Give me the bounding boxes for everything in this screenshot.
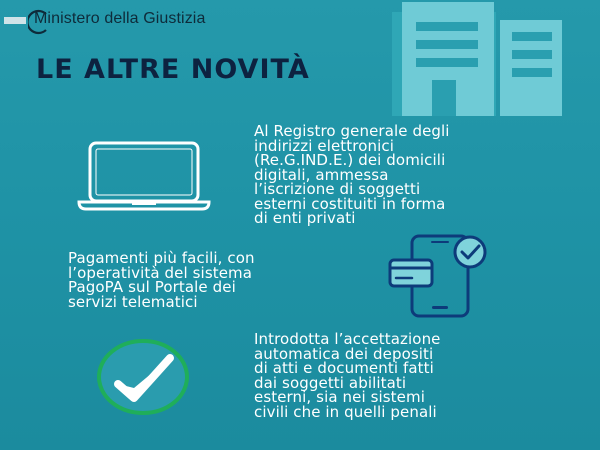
text-line: indirizzi elettronici: [254, 136, 394, 155]
text-line: esterni, sia nei sistemi: [254, 388, 425, 406]
text-line: servizi telematici: [68, 292, 198, 311]
section-pagamenti-text: [68, 251, 348, 309]
text-line: Al Registro generale degli: [254, 122, 450, 140]
text-line: digitali, ammessa: [254, 165, 389, 184]
logo-text: Ministero della Giustizia: [34, 10, 206, 27]
text-line: l’iscrizione di soggetti: [254, 180, 421, 198]
ministry-logo: [0, 0, 240, 44]
text-line: di atti e documenti fatti: [254, 359, 434, 377]
text-line: (Re.G.IND.E.) dei domicili: [254, 151, 446, 169]
text-line: Introdotta l’accettazione: [254, 330, 441, 348]
text-line: civili che in quelli penali: [254, 402, 437, 421]
section-registro-text: [254, 124, 554, 226]
building-icon: [392, 2, 562, 116]
logo-bar: [4, 17, 26, 24]
text-line: dai soggetti abilitati: [254, 373, 407, 392]
text-line: l’operatività del sistema: [68, 263, 253, 282]
text-line: Pagamenti più facili, con: [68, 249, 255, 267]
page-title: LE ALTRE NOVITÀ: [36, 54, 310, 85]
checkmark-icon: [96, 338, 190, 416]
text-line: PagoPA sul Portale dei: [68, 278, 236, 296]
text-line: automatica dei depositi: [254, 344, 434, 363]
laptop-icon: [76, 140, 212, 212]
mobile-payment-icon: [388, 234, 494, 318]
text-line: esterni costituiti in forma: [254, 194, 446, 213]
text-line: di enti privati: [254, 209, 356, 227]
section-depositi-text: [254, 332, 554, 419]
